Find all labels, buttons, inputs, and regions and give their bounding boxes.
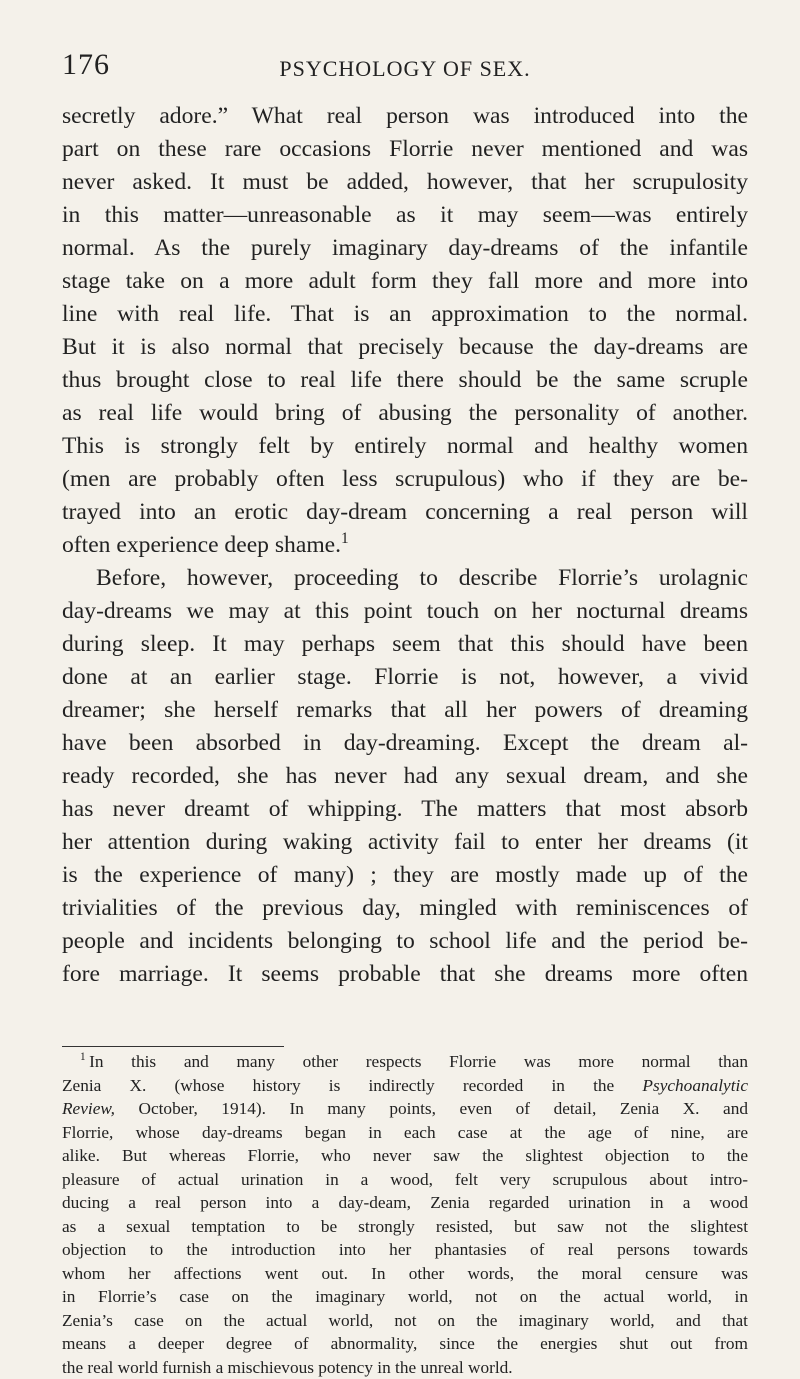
body-text [62,100,748,991]
footnote-line [62,1074,748,1098]
text-line: have been absorbed in day-dreaming. Except the dream al- [62,727,748,760]
text-line: people and incidents belonging to school life and the period be- [62,925,748,958]
footnote-line: objection to the introduction into her phantasies of real persons towards [62,1238,748,1262]
footnote-line: ducing a real person into a day-deam, Zenia regarded urination in a wood [62,1191,748,1215]
footnote-line: as a sexual temptation to be strongly resisted, but saw not the slightest [62,1215,748,1239]
text-line-content: often experience deep shame. [62,532,341,558]
text-line: part on these rare occasions Florrie never mentioned and was [62,133,748,166]
text-line: never asked. It must be added, however, that her scrupulosity [62,166,748,199]
journal-title-cont: Review, [62,1099,115,1118]
footnote-line: Florrie, whose day-dreams began in each case at the age of nine, are [62,1121,748,1145]
text-line: But it is also normal that precisely because the day-dreams are [62,331,748,364]
page-number: 176 [62,48,110,82]
text-line: ready recorded, she has never had any sexual dream, and she [62,760,748,793]
text-line: done at an earlier stage. Florrie is not, however, a vivid [62,661,748,694]
footnote-line-content: In this and many other respects Florrie was more normal than [89,1052,748,1071]
text-line: during sleep. It may perhaps seem that this should have been [62,628,748,661]
text-line: fore marriage. It seems probable that she dreams more often [62,958,748,991]
text-line: trivialities of the previous day, mingled with reminiscences of [62,892,748,925]
footnote-line: in Florrie’s case on the imaginary world, not on the actual world, in [62,1285,748,1309]
footnote-line: the real world furnish a mischievous potency in the unreal world. [62,1356,748,1379]
footnote-line-content: October, 1914). In many points, even of detail, Zenia X. and [138,1099,748,1118]
text-line: dreamer; she herself remarks that all her powers of dreaming [62,694,748,727]
text-line: as real life would bring of abusing the personality of another. [62,397,748,430]
footnote-line: alike. But whereas Florrie, who never saw the slightest objection to the [62,1144,748,1168]
text-line: line with real life. That is an approximation to the normal. [62,298,748,331]
text-line: Before, however, proceeding to describe Florrie’s urolagnic [62,562,748,595]
footnote-line [62,1050,748,1074]
footnote-reference[interactable]: 1 [341,530,349,547]
text-line: This is strongly felt by entirely normal and healthy women [62,430,748,463]
footnote-line-content: Zenia X. (whose history is indirectly recorded in the [62,1076,614,1095]
text-line [62,529,748,562]
text-line: is the experience of many) ; they are mostly made up of the [62,859,748,892]
text-line: thus brought close to real life there should be the same scruple [62,364,748,397]
footnote-line: pleasure of actual urination in a wood, felt very scrupulous about intro- [62,1168,748,1192]
footnote-line: Zenia’s case on the actual world, not on the imaginary world, and that [62,1309,748,1333]
journal-title: Psychoanalytic [642,1076,748,1095]
text-line: normal. As the purely imaginary day-dreams of the infantile [62,232,748,265]
text-line: trayed into an erotic day-dream concerning a real person will [62,496,748,529]
footnote-marker: 1 [80,1051,86,1063]
text-line: (men are probably often less scrupulous) who if they are be- [62,463,748,496]
text-line: day-dreams we may at this point touch on her nocturnal dreams [62,595,748,628]
running-head: PSYCHOLOGY OF SEX. [62,56,748,82]
text-line: secretly adore.” What real person was introduced into the [62,100,748,133]
footnote-divider [62,1046,284,1047]
text-line: in this matter—unreasonable as it may seem—was entirely [62,199,748,232]
text-line: her attention during waking activity fail to enter her dreams (it [62,826,748,859]
footnote-line: whom her affections went out. In other words, the moral censure was [62,1262,748,1286]
footnote-line: means a deeper degree of abnormality, since the energies shut out from [62,1332,748,1356]
footnotes [62,1050,748,1379]
text-line: stage take on a more adult form they fall more and more into [62,265,748,298]
text-line: has never dreamt of whipping. The matters that most absorb [62,793,748,826]
footnote-line [62,1097,748,1121]
